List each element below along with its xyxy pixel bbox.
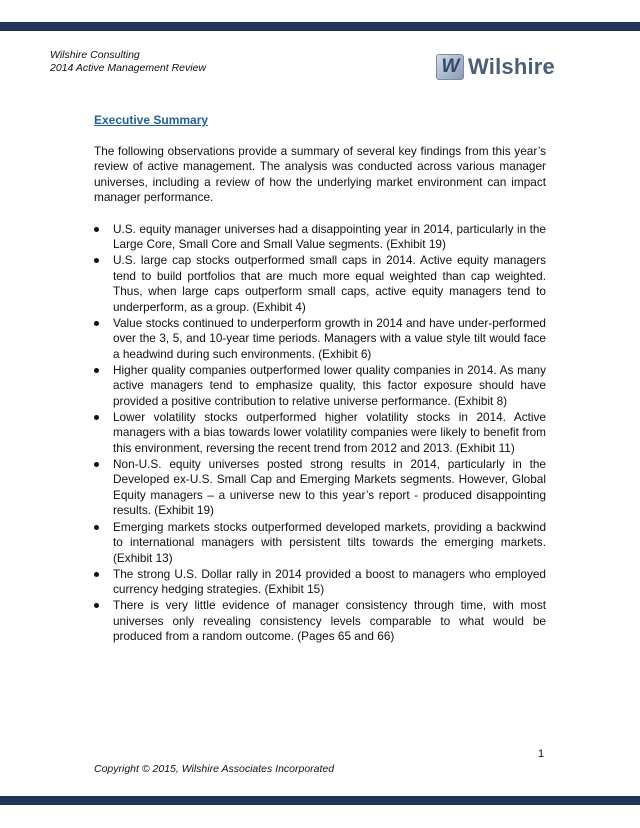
page-number: 1 <box>538 748 545 760</box>
finding-item: There is very little evidence of manager consistency through time, with most universes only revealing consistency levels comparable to what would be produced from a random outcome. (Pages 65 and 66) <box>94 598 546 645</box>
finding-item: Lower volatility stocks outperformed higher volatility stocks in 2014. Active managers with a bias towards lower volatility companies were likely to benefit from this environment, reversing the recent trend from 2012 and 2013. (Exhibit 11) <box>94 410 546 457</box>
section-title: Executive Summary <box>94 113 209 127</box>
page-content <box>94 113 546 645</box>
header-company: Wilshire Consulting <box>50 49 140 61</box>
top-border-band <box>0 22 640 31</box>
header-report-title: 2014 Active Management Review <box>50 62 207 74</box>
logo-wordmark: Wilshire <box>468 54 555 79</box>
finding-item: Non-U.S. equity universes posted strong results in 2014, particularly in the Developed ex-U.S. Small Cap and Emerging Markets segments. However, Global Equity managers – a universe new to this year’s report - produced disappointing results. (Exhibit 19) <box>94 457 546 519</box>
finding-item: U.S. equity manager universes had a disappointing year in 2014, particularly in the Large Core, Small Core and Small Value segments. (Exhibit 19) <box>94 222 546 253</box>
findings-list <box>94 222 546 645</box>
finding-item: Emerging markets stocks outperformed developed markets, providing a backwind to international managers with persistent tilts towards the emerging markets. (Exhibit 13) <box>94 520 546 567</box>
wilshire-logo <box>436 53 555 81</box>
finding-item: Value stocks continued to underperform growth in 2014 and have under-performed over the 3, 5, and 10-year time periods. Managers with a value style tilt would face a headwind during such environments. (Exhibit 6) <box>94 316 546 363</box>
intro-paragraph: The following observations provide a summary of several key findings from this year’s review of active management. The analysis was conducted across various manager universes, including a review of how the underlying market environment can impact manager performance. <box>94 143 546 204</box>
copyright-footer: Copyright © 2015, Wilshire Associates Incorporated <box>94 763 335 775</box>
logo-mark-icon: W <box>436 54 464 80</box>
bottom-border-band <box>0 796 640 805</box>
finding-item: U.S. large cap stocks outperformed small caps in 2014. Active equity managers tend to build portfolios that are much more equal weighted than cap weighted. Thus, when large caps outperform small caps, active equity managers tend to underperform, as a group. (Exhibit 4) <box>94 253 546 315</box>
finding-item: Higher quality companies outperformed lower quality companies in 2014. As many active managers tend to emphasize quality, this factor exposure should have provided a positive contribution to relative universe performance. (Exhibit 8) <box>94 363 546 410</box>
running-header <box>50 49 206 75</box>
finding-item: The strong U.S. Dollar rally in 2014 provided a boost to managers who employed currency hedging strategies. (Exhibit 15) <box>94 567 546 598</box>
